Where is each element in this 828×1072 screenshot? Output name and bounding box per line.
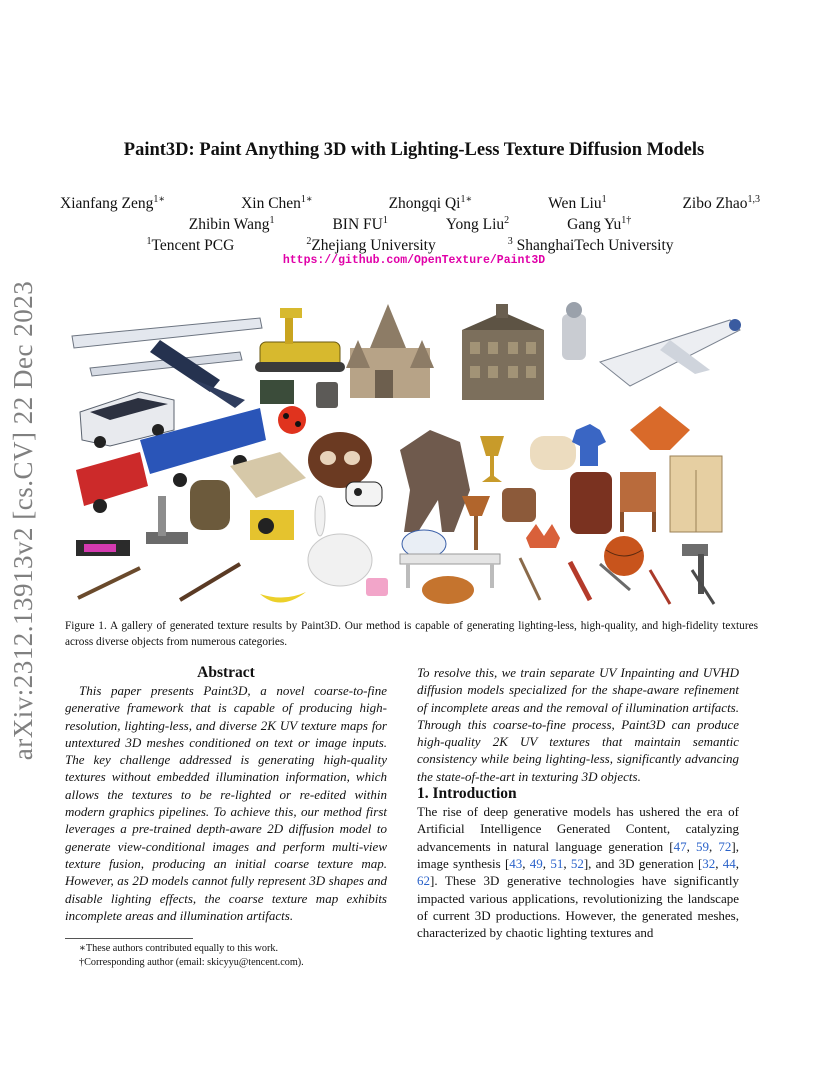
abstract-text-left: This paper presents Paint3D, a novel coarse-to-fine generative framework that is capable of producing high-resolution, lighting-less, and diverse 2K UV texture maps for untextured 3D meshes conditioned on text or image inputs. The key challenge addressed is generating high-quality textures without embedded illumination information, which allows the textures to be re-lighted or re-edited within modern graphics pipelines. To achieve this, our method first leverages a pre-trained depth-aware 2D diffusion model to generate view-conditional images and perform multi-view texture fusion, producing an initial coarse texture map. However, as 2D models cannot fully represent 3D shapes and disable lighting effects, the coarse texture map exhibits incomplete areas and illumination artifacts. [65,683,387,923]
crown-model [526,524,560,548]
backpack-model [190,480,230,530]
introduction-paragraph: The rise of deep generative models has ushered the era of Artificial Intelligence Generated Content, catalyzing advancements in natural language generation [47, 59, 72], image synthesis [43, 49, 51, 52], and 3D generation [32, 44, 62]. These 3D generative technologies have significantly impacted various applications, revolutionizing the landscape of current 3D productions. However, the generated meshes, characterized by chaotic lighting textures and [417,804,740,941]
humanoid-model [562,302,586,360]
basketball-model [604,536,644,576]
camera-model [250,510,294,540]
figure-gallery [70,300,760,612]
cabinet-model [670,456,722,532]
author: Gang $Yu^{1\dagger}$ [567,215,632,233]
right-column [417,664,739,941]
affiliation-row [60,235,760,256]
author: Xin Chen$^{1∗}$ [241,194,313,212]
author: Wen Liu$^1$ [548,194,607,212]
left-column [65,664,387,969]
author-block [60,193,760,256]
introduction-heading: 1. Introduction [417,785,517,803]
author: Yong Liu$^2$ [445,215,510,233]
paper-title: Paint3D: Paint Anything 3D with Lighting-Less Texture Diffusion Models [123,140,705,160]
castle-model [346,304,434,398]
author: Zhongqi $Qi^{1∗}$ [388,194,473,212]
lamp-model [462,496,490,550]
author: BIN $FU^1$ [332,215,388,233]
banana-model [260,592,306,603]
author-row-1 [60,193,760,214]
microscope-model [146,496,188,544]
affiliation: $^2$Zhejiang University [306,236,436,254]
tank-robot-model [255,308,345,372]
crate-model [260,380,294,404]
dragon-model [630,406,690,450]
dinosaur-model [400,430,470,532]
citation-link[interactable]: 47 [673,838,687,854]
citation-link[interactable]: 44 [722,855,736,871]
citation-link[interactable]: 43 [509,855,523,871]
citation-link[interactable]: 51 [550,855,564,871]
citation-link[interactable]: 32 [702,855,716,871]
footnote-divider [65,938,193,939]
author: Xianfang Zeng$^{1∗}$ [60,194,166,212]
citation-link[interactable]: 52 [570,855,584,871]
abstract-heading: Abstract [197,664,255,681]
footnote-equal-contribution: ∗These authors contributed equally to this work. [79,943,279,955]
monkey-head-model [308,432,372,488]
cake-model [366,578,388,596]
author: Zhibin Wang$^1$ [188,215,275,233]
abstract-text-right: To resolve this, we train separate UV Inpainting and UVHD diffusion models specialized for the shape-aware refinement of incomplete areas and the removal of illumination artifacts. Through this coarse-to-fine process, Paint3D can produce high-quality 2K UV textures that maintain semantic consistency while being lighting-less, significantly advancing the state-of-the-art in texturing 3D objects. [417,665,739,784]
bread-model [422,576,474,604]
ladybug-model [278,406,306,434]
affiliation: $^1$Tencent PCG [146,236,235,254]
cow-model [346,482,382,506]
citation-link[interactable]: 72 [718,838,732,854]
chalice-model [480,436,504,482]
footnote-corresponding-author: †Corresponding author (email: skicyyu@tencent.com). [79,956,304,968]
arxiv-stamp: arXiv:2312.13913v2 [cs.CV] 22 Dec 2023 [8,280,39,760]
armchair-model [530,436,576,470]
citation-link[interactable]: 49 [529,855,543,871]
rabbit-model [308,496,372,586]
biplane-model [72,318,262,408]
mansion-model [462,304,544,400]
tshirt-model [572,424,606,466]
spaceship-model [600,319,741,386]
citation-link[interactable]: 62 [417,873,430,889]
bucket-model [316,382,338,408]
author-row-2 [60,214,760,235]
chair-model [620,472,656,532]
ruler-box-model [76,540,130,556]
figure-caption: Figure 1. A gallery of generated texture results by Paint3D. Our method is capable of generating lighting-less, high-quality, and high-fidelity textures across diverse objects from numerous categories. [65,620,758,648]
basket-model [502,488,536,522]
citation-link[interactable]: 59 [696,838,710,854]
author: Zibo Zhao$^{1,3}$ [682,194,760,212]
project-url-link[interactable]: https://github.com/OpenTexture/Paint3D [282,254,546,267]
affiliation: $^3$ ShanghaiTech University [507,236,674,254]
wingchair-model [570,472,612,534]
